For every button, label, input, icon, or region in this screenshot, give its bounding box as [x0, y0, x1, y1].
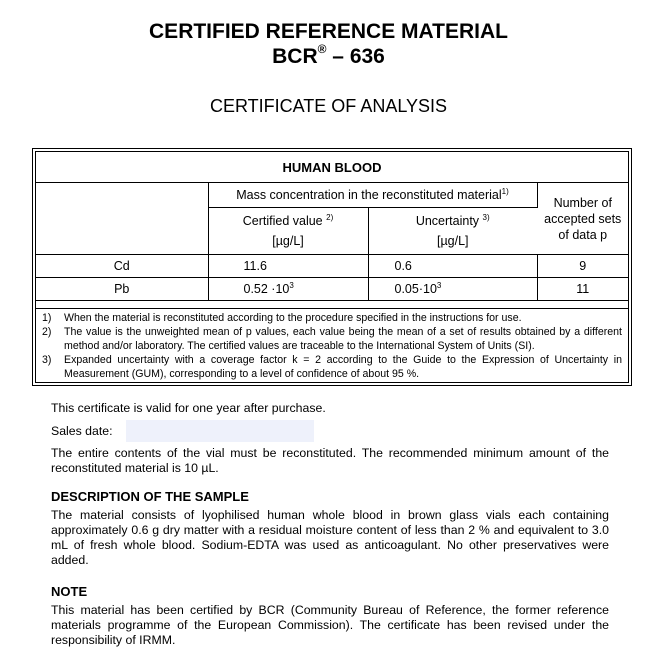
certified-values-inner [35, 151, 629, 383]
sales-date-label: Sales date: [51, 424, 113, 438]
note-heading: NOTE [51, 584, 88, 599]
uncertainty-unit: [µg/L] [436, 234, 469, 248]
material-code-number: – 636 [326, 45, 385, 68]
table-title: HUMAN BLOOD [36, 152, 628, 183]
certified-value-cell: $0.52 \cdot 10^3$ [208, 278, 368, 301]
document-subtitle: CERTIFICATE OF ANALYSIS [209, 96, 448, 116]
footnote-number: 2) [42, 326, 52, 338]
validity-statement: This certificate is valid for one year after purchase. [51, 401, 326, 415]
mass-concentration-label: Mass concentration in the reconstituted material [236, 188, 502, 202]
uncertainty-header [368, 208, 537, 255]
description-text: The material consists of lyophilised human whole blood in brown glass vials each containing approximately 0.6 g dry matter with a residual moisture content of less than 2 % and equivalent to 3.0 mL of fresh whole blood. Sodium-EDTA was used as anticoagulant. No other preservatives were added. [51, 508, 609, 567]
certified-value-unit: [µg/L] [272, 234, 304, 248]
footnote-2 [42, 325, 622, 353]
registered-mark: ® [317, 42, 327, 56]
footnote-text: Expanded uncertainty with a coverage factor k = 2 according to the Guide to the Expression of Uncertainty in Measurement (GUM), corresponding to a level of confidence of about 95 %. [64, 354, 622, 380]
footnote-text: The value is the unweighted mean of p values, each value being the mean of a set of results obtained by a different method and/or laboratory. The certified values are traceable to the International System of Units (SI). [64, 326, 622, 352]
reconstitution-statement: The entire contents of the vial must be reconstituted. The recommended minimum amount of the reconstituted material is 10 µL. [51, 446, 609, 475]
certified-values-table [36, 152, 628, 301]
certified-value-header [208, 208, 368, 255]
footnote-1 [42, 311, 622, 325]
footnote-3 [42, 353, 622, 381]
uncertainty-label: Uncertainty [415, 214, 480, 228]
element-cell: Cd [36, 255, 208, 278]
sales-date-field[interactable] [126, 420, 314, 442]
footnote-number: 3) [42, 354, 52, 366]
note-text: This material has been certified by BCR (Community Bureau of Reference, the former reference materials programme of the European Commission). The certificate has been revised under the responsibility of IRMM. [51, 603, 609, 647]
uncertainty-cell: $0.05\cdot 10^3$ [368, 278, 537, 301]
certified-values-box [32, 148, 632, 386]
element-header-cell [36, 183, 208, 255]
uncertainty-cell: 0.6 [368, 255, 537, 278]
certified-value-label: Certified value [242, 214, 323, 228]
mass-concentration-header [208, 183, 537, 208]
footnote-ref-2: 2) [326, 213, 334, 222]
number-of-sets-header: Number of accepted sets of data p [537, 183, 628, 255]
material-code-prefix: BCR [272, 45, 318, 68]
description-heading: DESCRIPTION OF THE SAMPLE [51, 489, 249, 504]
certified-value-cell: 11.6 [208, 255, 368, 278]
footnote-ref-3: 3) [482, 213, 490, 222]
table-footnotes [36, 308, 628, 381]
footnote-number: 1) [42, 312, 52, 324]
footnote-text: When the material is reconstituted according to the procedure specified in the instructions for use. [64, 312, 522, 324]
footnote-ref-1: 1) [501, 187, 509, 196]
data-sets-cell: 9 [537, 255, 628, 278]
data-sets-cell: 11 [537, 278, 628, 301]
document-title: CERTIFIED REFERENCE MATERIAL [149, 20, 508, 43]
table-row [36, 255, 628, 278]
element-cell: Pb [36, 278, 208, 301]
table-row [36, 278, 628, 301]
material-code [0, 42, 657, 69]
